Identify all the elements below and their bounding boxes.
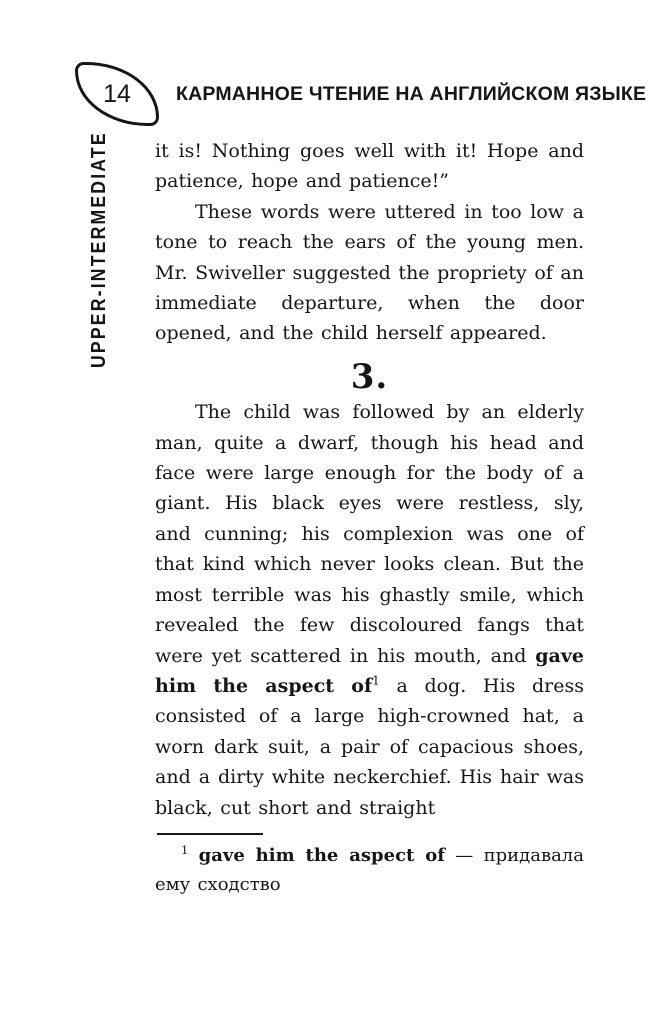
footnote-rule (157, 833, 263, 835)
section-heading: 3. (350, 356, 389, 397)
footnote-text (155, 841, 584, 899)
footnote-separator: — (444, 844, 484, 866)
glossary-phrase: gave him the aspect of (155, 644, 584, 697)
footnote-phrase: gave him the aspect of (198, 844, 445, 866)
page-number: 14 (103, 79, 131, 108)
page-header (75, 62, 646, 126)
footnote (155, 833, 584, 899)
paragraph: These words were uttered in too low a tone to reach the ears of the young men. Mr. Swiveller suggested the propriety of an immediate departure, when the door opened, and the child herself appeared. (155, 200, 584, 345)
book-title: КАРМАННОЕ ЧТЕНИЕ НА АНГЛИЙСКОМ ЯЗЫКЕ (176, 82, 647, 105)
footnote-translation: придавала ему сходство (155, 844, 584, 895)
page-number-badge (75, 62, 159, 126)
paragraph-text: The child was followed by an elderly man, quite a dwarf, though his head and face were large enough for the body of a giant. His black eyes were restless, sly, and cunning; his complexion was one of that kind which never looks clean. But the most terrible was his ghastly smile, which revealed the few discoloured fangs that were yet scattered in his mouth, and (155, 401, 584, 667)
paragraph-continuation: it is! Nothing goes well with it! Hope and patience, hope and patience!” (155, 140, 584, 193)
paragraph-text: a dog. His dress consisted of a large high-crowned hat, a worn dark suit, a pair of capacious shoes, and a dirty white neckerchief. His hair was black, cut short and straight (155, 674, 584, 819)
paragraph (155, 397, 584, 823)
text-column (155, 136, 584, 899)
footnote-marker: 1 (181, 842, 189, 857)
footnote-reference: 1 (372, 673, 380, 688)
level-label: UPPER-INTERMEDIATE (88, 131, 110, 368)
